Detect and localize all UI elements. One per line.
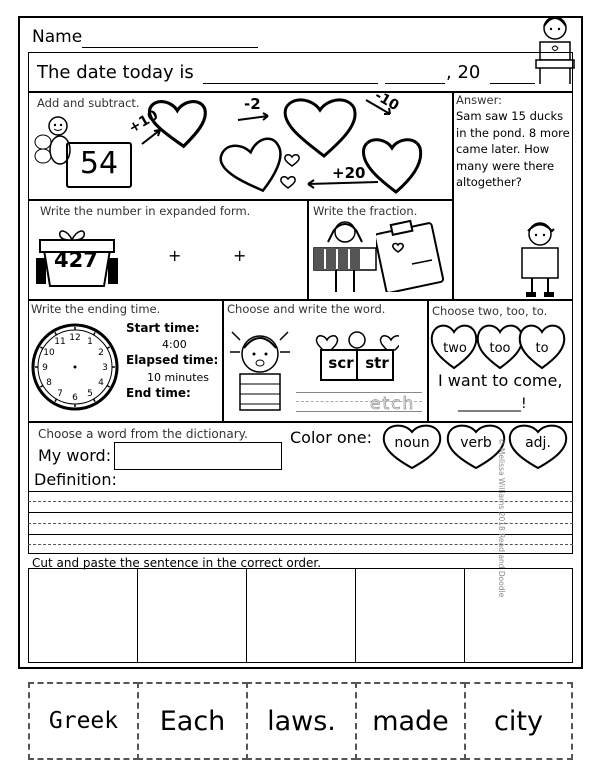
pos-noun[interactable]: noun	[394, 435, 430, 451]
two-too-to-title: Choose two, too, to.	[432, 304, 548, 318]
expanded-number: 427	[54, 248, 98, 272]
word-problem-text: Sam saw 15 ducks in the pond. 8 more came later. How many were there altogether?	[456, 109, 570, 189]
date-line-3	[490, 83, 535, 84]
trace-line-top	[296, 392, 422, 393]
step-plus-10: +10	[126, 107, 162, 137]
plus-sign-1: +	[168, 246, 182, 265]
color-one-label: Color one:	[290, 428, 373, 447]
clock-number: 1	[87, 337, 93, 347]
my-word-input[interactable]	[114, 442, 282, 470]
clock-face[interactable]	[30, 322, 120, 412]
cut-word-city[interactable]: city	[464, 682, 573, 760]
cut-paste-title: Cut and paste the sentence in the correct order.	[32, 556, 322, 570]
name-line	[82, 47, 258, 48]
copyright-text: © Melissa Williams 2018 Read and Doodle	[497, 438, 506, 598]
start-number: 54	[79, 146, 119, 181]
choose-word-title: Choose and write the word.	[227, 302, 386, 316]
elapsed-time-value: 10 minutes	[147, 371, 210, 384]
answer-label: Answer:	[456, 93, 503, 107]
hearts-path-illustration	[128, 92, 448, 200]
clock-number: 9	[42, 363, 48, 373]
step-minus-2: -2	[244, 95, 261, 113]
date-line-2	[385, 83, 445, 84]
fraction-title: Write the fraction.	[313, 204, 418, 218]
start-time-label: Start time:	[126, 321, 200, 335]
word-option-scr[interactable]: scr	[328, 354, 354, 372]
cut-word-made[interactable]: made	[355, 682, 466, 760]
paste-divider-2	[246, 568, 247, 663]
step-minus-10: -10	[371, 87, 402, 115]
name-label: Name	[32, 27, 83, 47]
two-too-to-blank[interactable]: _________!	[458, 396, 527, 412]
pos-adj[interactable]: adj.	[525, 435, 551, 451]
clock-number: 10	[43, 348, 55, 358]
option-too[interactable]: too	[489, 341, 511, 356]
date-label: The date today is	[37, 62, 194, 83]
definition-dash-3	[28, 544, 573, 545]
add-subtract-title: Add and subtract.	[37, 96, 140, 110]
definition-line-1	[28, 491, 573, 492]
word-option-str[interactable]: str	[365, 354, 389, 372]
option-to[interactable]: to	[535, 341, 549, 356]
dictionary-title: Choose a word from the dictionary.	[38, 427, 248, 441]
clock-number: 6	[72, 393, 78, 403]
girl-with-fraction-bar-illustration	[310, 218, 380, 298]
step-plus-20: +20	[332, 164, 366, 182]
clock-number: 4	[98, 378, 104, 388]
plus-sign-2: +	[233, 246, 247, 265]
worried-boy-illustration	[228, 322, 292, 416]
definition-dash-2	[28, 523, 573, 524]
cut-word-greek[interactable]: Greek	[28, 682, 139, 760]
clock-number: 11	[54, 337, 66, 347]
clock-number: 2	[98, 348, 104, 358]
clock-number: 8	[46, 378, 52, 388]
clipboard-icon	[376, 218, 446, 292]
date-line-1	[203, 83, 378, 84]
date-year: , 20	[446, 62, 481, 83]
clock-number: 7	[57, 389, 63, 399]
definition-label: Definition:	[34, 470, 117, 489]
trace-word[interactable]: etch	[370, 394, 416, 414]
clock-number: 12	[69, 333, 81, 343]
cut-word-laws[interactable]: laws.	[246, 682, 357, 760]
definition-line-3	[28, 534, 573, 535]
kid-with-sign-illustration	[514, 216, 566, 300]
two-too-to-sentence: I want to come,	[438, 371, 563, 390]
clock-number: 5	[87, 389, 93, 399]
paste-divider-1	[137, 568, 138, 663]
end-time-label: End time:	[126, 386, 191, 400]
definition-line-2	[28, 512, 573, 513]
paste-divider-3	[355, 568, 356, 663]
cut-word-each[interactable]: Each	[137, 682, 248, 760]
definition-dash-1	[28, 501, 573, 502]
clock-number: 3	[102, 363, 108, 373]
paste-divider-4	[464, 568, 465, 663]
elapsed-time-label: Elapsed time:	[126, 353, 219, 367]
my-word-label: My word:	[38, 446, 112, 465]
option-two[interactable]: two	[443, 341, 467, 356]
pos-verb[interactable]: verb	[460, 435, 492, 451]
start-time-value: 4:00	[162, 338, 187, 351]
paste-area	[28, 568, 573, 663]
ending-time-title: Write the ending time.	[31, 302, 161, 316]
expanded-form-title: Write the number in expanded form.	[40, 204, 251, 218]
